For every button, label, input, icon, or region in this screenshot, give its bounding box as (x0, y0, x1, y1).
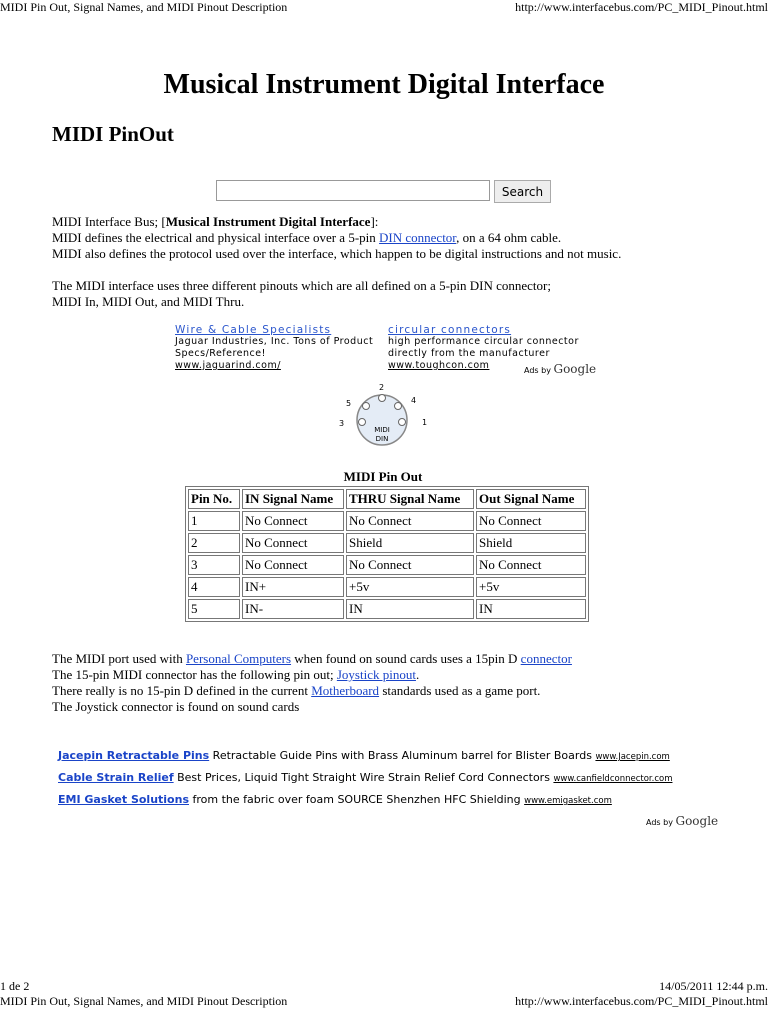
search-button[interactable]: Search (494, 180, 551, 203)
ads-by-google-bottom[interactable] (646, 814, 718, 828)
body-text-2 (52, 651, 572, 715)
table-cell: 1 (188, 511, 240, 531)
pin-label-1: 1 (422, 418, 428, 427)
connector-label-din: DIN (375, 435, 389, 443)
print-footer-url: http://www.interfacebus.com/PC_MIDI_Pinout.html (515, 994, 768, 1008)
intro-text (52, 214, 621, 310)
joystick-pinout-link[interactable]: Joystick pinout (336, 667, 416, 682)
table-cell: 4 (188, 577, 240, 597)
body2-line1-mid: when found on sound cards uses a 15pin D (291, 651, 521, 666)
pin-label-4: 4 (411, 396, 417, 405)
personal-computers-link[interactable]: Personal Computers (185, 651, 292, 666)
ad-line: Jaguar Industries, Inc. Tons of Product (175, 336, 374, 347)
ad-url[interactable]: www.canfieldconnector.com (553, 774, 673, 784)
table-cell: No Connect (242, 555, 344, 575)
intro-line5: MIDI In, MIDI Out, and MIDI Thru. (52, 294, 245, 309)
body2-line1-pre: The MIDI port used with (52, 651, 186, 666)
table-row (188, 533, 586, 553)
table-header-cell: IN Signal Name (242, 489, 344, 509)
table-cell: Shield (476, 533, 586, 553)
table-row (188, 511, 586, 531)
table-cell: 3 (188, 555, 240, 575)
table-cell: +5v (476, 577, 586, 597)
table-cell: 2 (188, 533, 240, 553)
table-row (188, 555, 586, 575)
print-header-title: MIDI Pin Out, Signal Names, and MIDI Pinout Description (0, 0, 288, 14)
body2-line2-post: . (415, 667, 420, 682)
print-footer-page: 1 de 2 (0, 979, 30, 993)
table-cell: No Connect (476, 555, 586, 575)
google-logo: Google (675, 814, 719, 828)
ad-wire-cable[interactable] (175, 324, 373, 372)
table-cell: +5v (346, 577, 474, 597)
body2-line4: The Joystick connector is found on sound cards (52, 699, 300, 714)
page-title: Musical Instrument Digital Interface (163, 69, 605, 100)
intro-line1-bold: Musical Instrument Digital Interface (165, 214, 371, 229)
table-cell: No Connect (242, 533, 344, 553)
ad-title[interactable]: Cable Strain Relief (58, 771, 174, 784)
pin-2-hole (379, 395, 386, 402)
din-connector-link[interactable]: DIN connector (379, 230, 457, 245)
body2-line3-pre: There really is no 15-pin D defined in the current (52, 683, 312, 698)
print-header-url: http://www.interfacebus.com/PC_MIDI_Pinout.html (515, 0, 768, 14)
table-row (188, 577, 586, 597)
intro-line2-post: , on a 64 ohm cable. (456, 230, 562, 245)
intro-line2-pre: MIDI defines the electrical and physical interface over a 5-pin (52, 230, 380, 245)
intro-line1-post: ]: (370, 214, 379, 229)
print-footer-title: MIDI Pin Out, Signal Names, and MIDI Pinout Description (0, 994, 288, 1008)
ad-url[interactable]: www.emigasket.com (524, 796, 612, 806)
ad-title[interactable]: EMI Gasket Solutions (58, 793, 189, 806)
section-title: MIDI PinOut (52, 122, 174, 146)
print-footer-datetime: 14/05/2011 12:44 p.m. (659, 979, 768, 993)
midi-pinout-table (185, 486, 589, 622)
table-cell: No Connect (476, 511, 586, 531)
ad-title[interactable]: circular connectors (388, 324, 512, 336)
table-header-cell: Out Signal Name (476, 489, 586, 509)
table-header-row (188, 489, 586, 509)
table-cell: Shield (346, 533, 474, 553)
search-input[interactable] (216, 180, 490, 201)
ad-line: directly from the manufacturer (388, 348, 550, 359)
pin-3-hole (359, 419, 366, 426)
intro-line4: The MIDI interface uses three different pinouts which are all defined on a 5-pin DIN connector; (52, 278, 551, 293)
connector-label-midi: MIDI (374, 426, 390, 434)
connector-link[interactable]: connector (520, 651, 572, 666)
ad-emi-gasket[interactable] (58, 793, 612, 808)
table-header-cell: Pin No. (188, 489, 240, 509)
table-cell: IN- (242, 599, 344, 619)
ads-by-label: Ads by (646, 818, 673, 827)
table-caption: MIDI Pin Out (343, 469, 423, 484)
body2-line3-post: standards used as a game port. (379, 683, 541, 698)
ad-url[interactable]: www.Jacepin.com (595, 752, 670, 762)
ads-by-google[interactable] (524, 362, 596, 376)
google-logo: Google (553, 362, 597, 376)
body2-line2-pre: The 15-pin MIDI connector has the following pin out; (52, 667, 337, 682)
ad-line: high performance circular connector (388, 336, 579, 347)
ad-title[interactable]: Wire & Cable Specialists (175, 324, 332, 336)
pin-label-3: 3 (339, 419, 345, 428)
motherboard-link[interactable]: Motherboard (311, 683, 380, 698)
ad-jacepin[interactable] (58, 749, 670, 764)
table-header-cell: THRU Signal Name (346, 489, 474, 509)
table-cell: 5 (188, 599, 240, 619)
pin-4-hole (395, 403, 402, 410)
ad-url[interactable]: www.jaguarind.com/ (175, 360, 281, 371)
table-cell: IN+ (242, 577, 344, 597)
intro-line1-pre: MIDI Interface Bus; [ (52, 214, 166, 229)
ad-line: Specs/Reference! (175, 348, 266, 359)
ads-by-label: Ads by (524, 366, 551, 375)
pin-label-2: 2 (379, 383, 385, 392)
table-row (188, 599, 586, 619)
pin-1-hole (399, 419, 406, 426)
ad-url[interactable]: www.toughcon.com (388, 360, 490, 371)
table-cell: IN (346, 599, 474, 619)
intro-line3: MIDI also defines the protocol used over the interface, which happen to be digital instructions and not music. (52, 246, 622, 261)
ad-text: Best Prices, Liquid Tight Straight Wire Strain Relief Cord Connectors (173, 771, 554, 784)
ad-cable-strain-relief[interactable] (58, 771, 672, 786)
table-cell: No Connect (242, 511, 344, 531)
table-cell: IN (476, 599, 586, 619)
ad-title[interactable]: Jacepin Retractable Pins (58, 749, 210, 762)
ad-text: from the fabric over foam SOURCE Shenzhen HFC Shielding (189, 793, 525, 806)
table-cell: No Connect (346, 555, 474, 575)
ad-text: Retractable Guide Pins with Brass Aluminum barrel for Blister Boards (209, 749, 596, 762)
pin-label-5: 5 (346, 399, 352, 408)
midi-din-connector-diagram (336, 380, 432, 448)
pin-5-hole (363, 403, 370, 410)
table-cell: No Connect (346, 511, 474, 531)
